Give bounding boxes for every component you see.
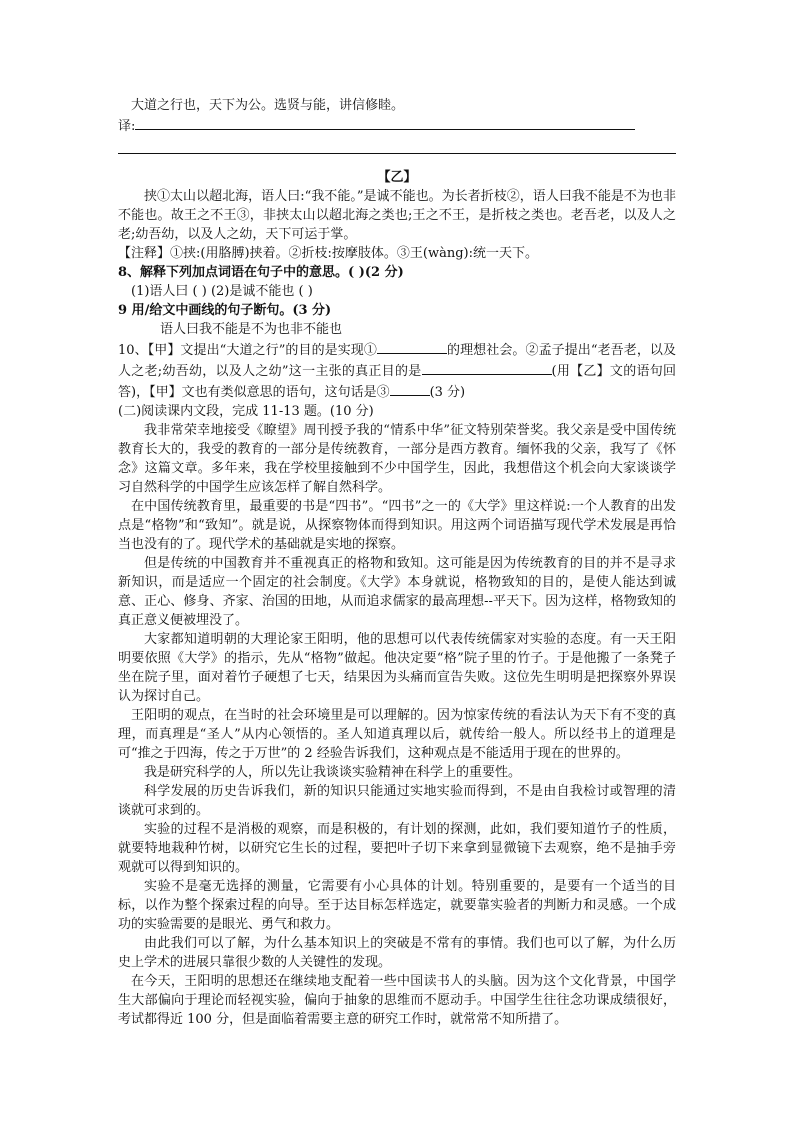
question-9-title: 9 用/给文中画线的句子断句。(3 分) — [118, 303, 332, 318]
document-page — [118, 96, 676, 1029]
reading-paragraph: 实验不是毫无选择的测量，它需要有小心具体的计划。特别重要的，是要有一个适当的目标，以作为整个探索过程的向导。至于达目标怎样选定，就要靠实验者的判断力和灵感。一个成功的实验需要的是眼光、勇气和救力。 — [118, 879, 676, 932]
reading-paragraph: 王阳明的观点，在当时的社会环境里是可以理解的。因为惊家传统的看法认为天下有不变的真理，而真理是“圣人”从内心领悟的。圣人知道真理以后，就传给一般人。所以经书上的道理是可“推之于四海，传之于万世”的 2 经验告诉我们，这种观点是不能适用于现在的世界的。 — [118, 708, 676, 761]
translation-blank[interactable] — [135, 115, 635, 130]
reading-paragraph: 实验的过程不是消极的观察，而是积极的，有计划的探测，此如，我们要知道竹子的性质，就要特地栽种竹树，以研究它生长的过程，要把叶子切下来拿到显微镜下去观察，绝不是抽手旁观就可以得到知识的。 — [118, 822, 676, 875]
passage-b-text: 挟①太山以超北海，语人曰:“我不能。”是诚不能也。为长者折枝②，语人曰我不能是不为也非不能也。故王之不王③，非挟太山以超北海之类也;王之不王，是折枝之类也。老吾老，以及人之老;幼吾幼，以及人之幼，天下可运于掌。 — [118, 189, 676, 242]
passage-b-heading: 【乙】 — [377, 170, 417, 185]
translate-label: 译: — [118, 119, 136, 134]
translation-blank-line-2[interactable] — [118, 137, 676, 154]
question-9-sentence: 语人曰我不能是不为也非不能也 — [160, 322, 343, 337]
translation-line — [118, 115, 676, 136]
passage-b-note: 【注释】①挟:(用胳膊)挟着。②折枝:按摩肢体。③王(wàng):统一天下。 — [118, 246, 538, 261]
question-10-blank-1[interactable] — [377, 339, 447, 354]
reading-paragraph: 在中国传统教育里，最重要的书是“四书”。“四书”之一的《大学》里这样说:一个人教育的出发点是“格物”和“致知”。就是说，从探察物体而得到知识。用这两个词语描写现代学术发展是再恰当也没有的了。现代学术的基础就是实地的探察。 — [118, 499, 676, 552]
reading-paragraph: 我是研究科学的人，所以先让我谈谈实验精神在科学上的重要性。 — [144, 765, 522, 780]
question-10-part-3: (用【乙】文的语句回答)，【甲】文也有类似意思的语句，这句话是③ — [118, 364, 676, 400]
question-8-items: (1)语人曰 ( ) (2)是诚不能也 ( ) — [131, 284, 313, 299]
question-10-blank-3[interactable] — [390, 381, 430, 396]
question-8-title: 8、解释下列加点词语在句子中的意思。( )(2 分) — [118, 265, 404, 280]
question-10-score: (3 分) — [429, 385, 466, 400]
section-two-title: (二)阅读课内文段，完成 11-13 题。(10 分) — [118, 404, 374, 419]
reading-paragraph: 由此我们可以了解，为什么基本知识上的突破是不常有的事情。我们也可以了解，为什么历史上学术的进展只靠很少数的人关键性的发现。 — [118, 936, 676, 970]
reading-paragraph: 但是传统的中国教育并不重视真正的格物和致知。这可能是因为传统教育的目的并不是寻求新知识，而是适应一个固定的社会制度。《大学》本身就说，格物致知的目的，是使人能达到诚意、正心、修身、齐家、治国的田地，从而追求儒家的最高理想--平天下。因为这样，格物致知的真正意义便被埋没了。 — [118, 556, 676, 628]
question-10-part-2: 的理想社会。②孟子提出“老吾老，以及人之老;幼吾幼，以及人之幼”这一主张的真正目的是 — [118, 343, 676, 379]
reading-paragraph: 在今天，王阳明的思想还在继续地支配着一些中国读书人的头脑。因为这个文化背景，中国学生大部偏向于理论而轻视实验，偏向于抽象的思维而不愿动手。中国学生往往念功课成绩很好，考试都得近 100 分，但是面临着需要主意的研究工作时，就常常不知所措了。 — [118, 974, 676, 1027]
question-10 — [118, 339, 676, 402]
reading-paragraph: 大家都知道明朝的大理论家王阳明，他的思想可以代表传统儒家对实验的态度。有一天王阳明要依照《大学》的指示，先从“格物”做起。他决定要“格”院子里的竹子。于是他搬了一条凳子坐在院子里，面对着竹子硬想了七天，结果因为头痛而宣告失败。这位先生明明是把探察外界误认为探讨自己。 — [118, 632, 676, 704]
question-10-blank-2[interactable] — [422, 360, 552, 375]
reading-paragraph: 科学发展的历史告诉我们，新的知识只能通过实地实验而得到，不是由自我检讨或智理的清谈就可求到的。 — [118, 784, 676, 818]
question-10-part-1: 10、【甲】文提出“大道之行”的目的是实现① — [118, 343, 377, 358]
reading-paragraph: 我非常荣幸地接受《瞭望》周刊授予我的“情系中华”征文特别荣誉奖。我父亲是受中国传统教育长大的，我受的教育的一部分是传统教育，一部分是西方教育。缅怀我的父亲，我写了《怀念》这篇文章。多年来，我在学校里接触到不少中国学生，因此，我想借这个机会向大家谈谈学习自然科学的中国学生应该怎样了解自然科学。 — [118, 423, 676, 495]
classical-sentence: 大道之行也，天下为公。选贤与能，讲信修睦。 — [131, 98, 405, 113]
